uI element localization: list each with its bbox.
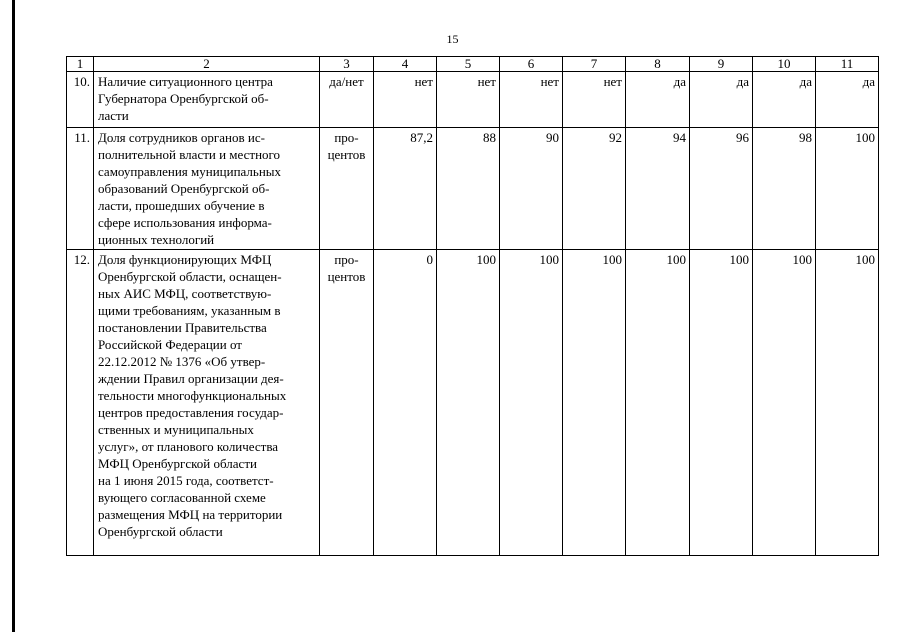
value-cell-col-6: 100 xyxy=(500,250,563,556)
indicator-name-line: Доля функционирующих МФЦ xyxy=(98,252,272,267)
page-number: 15 xyxy=(446,32,459,46)
value-cell-col-10: 98 xyxy=(753,128,816,250)
unit-line: центов xyxy=(327,269,366,284)
value-cell-col-4: 0 xyxy=(374,250,437,556)
column-header-4: 4 xyxy=(374,57,437,72)
indicator-name-line: Доля сотрудников органов ис- xyxy=(98,130,265,145)
value-cell-col-6: 90 xyxy=(500,128,563,250)
column-header-11: 11 xyxy=(816,57,879,72)
indicator-name-line: Губернатора Оренбургской об- xyxy=(98,91,269,106)
column-header-8: 8 xyxy=(626,57,690,72)
column-header-1: 1 xyxy=(67,57,94,72)
indicator-name-line: размещения МФЦ на территории xyxy=(98,507,283,522)
indicator-name-line: тельности многофункциональных xyxy=(98,388,287,403)
value-cell-col-7: 92 xyxy=(563,128,626,250)
value-cell-col-8: 94 xyxy=(626,128,690,250)
table-row xyxy=(67,128,879,250)
column-header-7: 7 xyxy=(563,57,626,72)
indicator-name-line: ственных и муниципальных xyxy=(98,422,254,437)
column-header-5: 5 xyxy=(437,57,500,72)
value-cell-col-7: нет xyxy=(563,72,626,128)
unit-line: центов xyxy=(327,147,366,162)
unit-of-measure xyxy=(320,72,374,128)
value-cell-col-9: да xyxy=(690,72,753,128)
indicator-name xyxy=(94,128,320,250)
indicator-name xyxy=(94,250,320,556)
value-cell-col-9: 96 xyxy=(690,128,753,250)
row-number: 11. xyxy=(67,128,94,250)
value-cell-col-10: 100 xyxy=(753,250,816,556)
indicator-name-line: сфере использования информа- xyxy=(98,215,272,230)
indicator-name-line: Оренбургской области, оснащен- xyxy=(98,269,282,284)
indicator-name-line: на 1 июня 2015 года, соответст- xyxy=(98,473,274,488)
indicator-name-line: ласти xyxy=(98,108,129,123)
indicator-name-line: ласти, прошедших обучение в xyxy=(98,198,265,213)
indicator-name-line: самоуправления муниципальных xyxy=(98,164,282,179)
column-header-6: 6 xyxy=(500,57,563,72)
indicator-name-line: образований Оренбургской об- xyxy=(98,181,270,196)
table-row xyxy=(67,250,879,556)
value-cell-col-4: 87,2 xyxy=(374,128,437,250)
table-row xyxy=(67,72,879,128)
row-number: 12. xyxy=(67,250,94,556)
indicator-name-line: центров предоставления государ- xyxy=(98,405,284,420)
indicators-table xyxy=(66,56,879,556)
value-cell-col-6: нет xyxy=(500,72,563,128)
table-header-row xyxy=(67,57,879,72)
value-cell-col-8: 100 xyxy=(626,250,690,556)
value-cell-col-8: да xyxy=(626,72,690,128)
indicator-name-line: ных АИС МФЦ, соответствую- xyxy=(98,286,272,301)
indicator-name-line: ционных технологий xyxy=(98,232,215,247)
value-cell-col-11: 100 xyxy=(816,250,879,556)
unit-line: про- xyxy=(334,252,359,267)
column-header-2: 2 xyxy=(94,57,320,72)
value-cell-col-4: нет xyxy=(374,72,437,128)
page-edge-bar xyxy=(12,0,15,632)
value-cell-col-5: нет xyxy=(437,72,500,128)
indicator-name-line: полнительной власти и местного xyxy=(98,147,281,162)
indicator-name-line: ждении Правил организации дея- xyxy=(98,371,284,386)
value-cell-col-7: 100 xyxy=(563,250,626,556)
indicator-name-line: щими требованиям, указанным в xyxy=(98,303,281,318)
column-header-10: 10 xyxy=(753,57,816,72)
indicator-name-line: МФЦ Оренбургской области xyxy=(98,456,257,471)
column-header-3: 3 xyxy=(320,57,374,72)
column-header-9: 9 xyxy=(690,57,753,72)
row-number: 10. xyxy=(67,72,94,128)
indicator-name xyxy=(94,72,320,128)
value-cell-col-5: 88 xyxy=(437,128,500,250)
unit-line: про- xyxy=(334,130,359,145)
indicator-name-line: 22.12.2012 № 1376 «Об утвер- xyxy=(98,354,266,369)
value-cell-col-11: 100 xyxy=(816,128,879,250)
value-cell-col-11: да xyxy=(816,72,879,128)
unit-line: да/нет xyxy=(329,74,364,89)
indicator-name-line: Оренбургской области xyxy=(98,524,223,539)
indicator-name-line: постановлении Правительства xyxy=(98,320,267,335)
value-cell-col-5: 100 xyxy=(437,250,500,556)
value-cell-col-9: 100 xyxy=(690,250,753,556)
indicator-name-line: Российской Федерации от xyxy=(98,337,242,352)
indicator-name-line: Наличие ситуационного центра xyxy=(98,74,273,89)
indicator-name-line: вующего согласованной схеме xyxy=(98,490,266,505)
indicator-name-line: услуг», от планового количества xyxy=(98,439,279,454)
value-cell-col-10: да xyxy=(753,72,816,128)
unit-of-measure xyxy=(320,128,374,250)
unit-of-measure xyxy=(320,250,374,556)
